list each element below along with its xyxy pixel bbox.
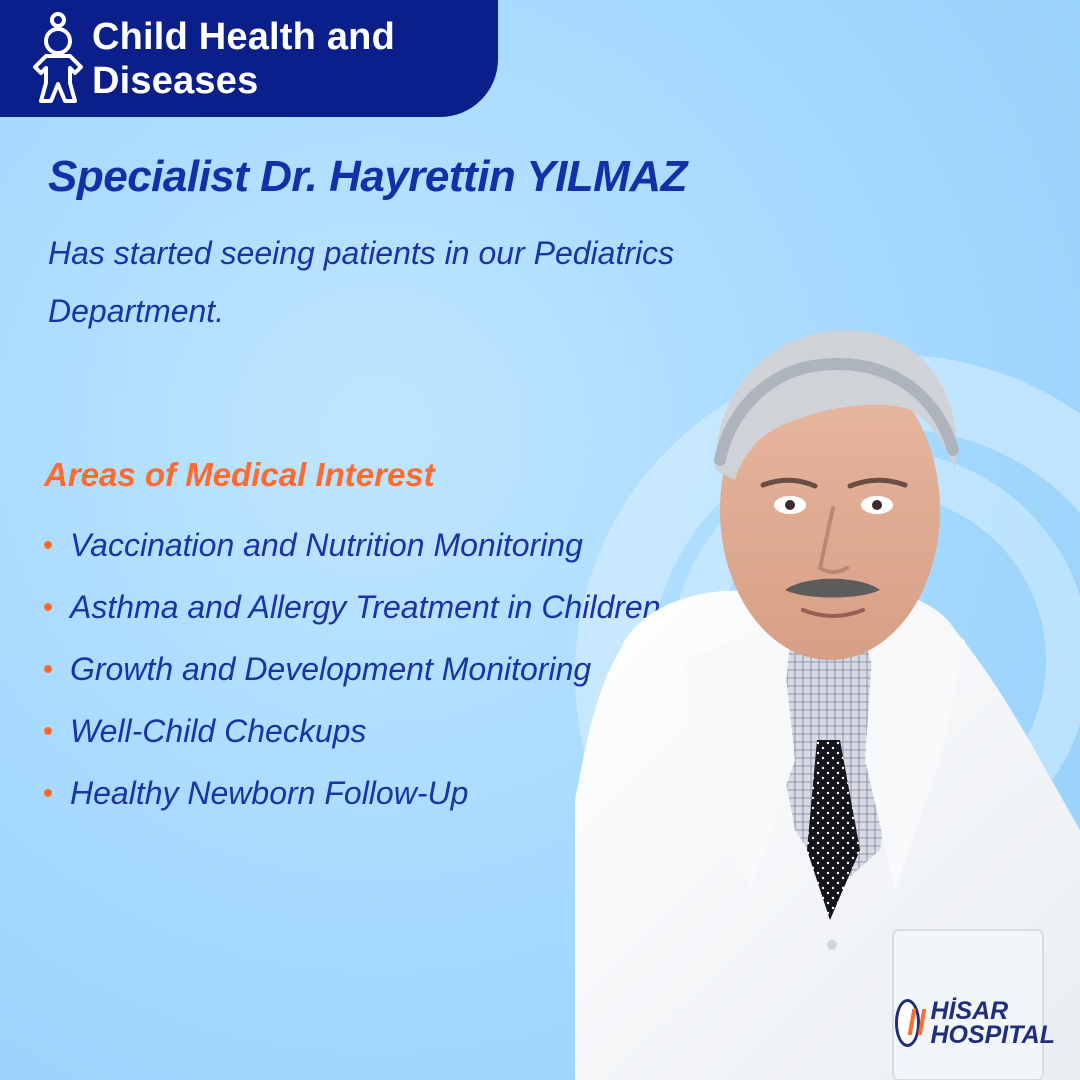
hospital-logo-text [930,996,1055,1049]
bullet-icon [44,541,52,549]
interest-item-label: Well-Child Checkups [70,712,367,749]
interest-item-label: Growth and Development Monitoring [70,650,592,687]
interest-item-label: Vaccination and Nutrition Monitoring [70,526,583,563]
category-badge [0,0,498,117]
bullet-icon [44,789,52,797]
doctor-subtitle: Has started seeing patients in our Pediatrics Department. [48,235,675,329]
doctor-name: Specialist Dr. Hayrettin YILMAZ [48,152,687,201]
hospital-logo [895,975,1055,1070]
hospital-logo-line1: HİSAR [930,996,1009,1025]
bullet-icon [44,603,52,611]
child-icon [30,10,86,108]
interest-item-label: Asthma and Allergy Treatment in Children [70,588,661,625]
bullet-icon [44,665,52,673]
interest-item-label: Healthy Newborn Follow-Up [70,774,469,811]
areas-title: Areas of Medical Interest [44,456,435,493]
hospital-logo-line2: HOSPITAL [930,1020,1055,1049]
doctor-portrait [575,330,1080,1080]
hospital-logo-icon [895,999,920,1047]
category-title: Child Health and Diseases [92,15,395,102]
bullet-icon [44,727,52,735]
